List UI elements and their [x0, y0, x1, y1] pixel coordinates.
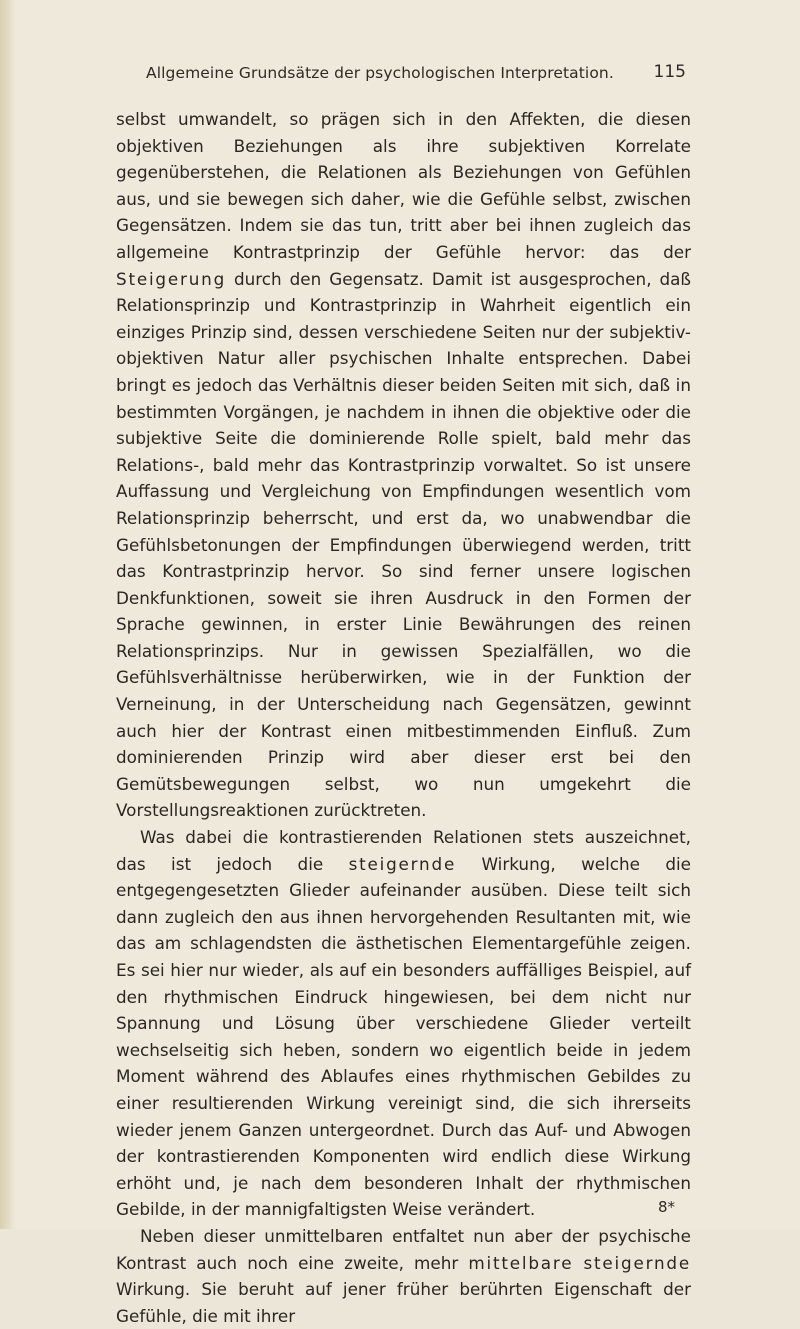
- body-text: [116, 106, 691, 1329]
- spaced-word-steigernde: steigernde: [348, 853, 457, 874]
- page-number: 115: [653, 62, 686, 82]
- paragraph-2-text-b: Wirkung, welche die entgegengesetzten Glieder aufeinander ausüben. Diese teilt sich dann zugleich den aus ihnen hervorgehenden Resultanten mit, wie das am schlagendsten die ästhetischen Elementargefühle zeigen. Es sei hier nur wieder, als auf ein besonders auffälliges Beispiel, auf den rhythmischen Eindruck hingewiesen, bei dem nicht nur Spannung und Lösung über verschiedene Glieder verteilt wechselseitig sich heben, sondern wo eigentlich beide in jedem Moment während des Ablaufes eines rhythmischen Gebildes zu einer resultierenden Wirkung vereinigt sind, die sich ihrerseits wieder jenem Ganzen untergeordnet. Durch das Auf- und Abwogen der kontrastierenden Komponenten wird endlich diese Wirkung erhöht und, je nach dem besonderen Inhalt der rhythmischen Gebilde, in der mannigfaltigsten Weise verändert.: [116, 853, 691, 1220]
- page-header: [146, 56, 686, 96]
- signature-mark: 8*: [658, 1198, 676, 1216]
- paragraph-2: [116, 824, 691, 1223]
- page-binding-shadow: [0, 0, 16, 1229]
- spaced-word-steigerung: Steigerung: [116, 268, 227, 289]
- running-head: Allgemeine Grundsätze der psychologischen Interpretation.: [146, 64, 614, 82]
- spaced-word-mittelbare: mittelbare: [468, 1252, 574, 1273]
- paragraph-1-text-b: durch den Gegensatz. Damit ist ausgesprochen, daß Relationsprinzip und Kontrastprinzip in Wahrheit eigentlich ein einziges Prinzip sind, dessen verschiedene Seiten nur der subjektiv-objektiven Natur aller psychischen Inhalte entsprechen. Dabei bringt es jedoch das Verhältnis dieser beiden Seiten mit sich, daß in bestimmten Vorgängen, je nachdem in ihnen die objektive oder die subjektive Seite die dominierende Rolle spielt, bald mehr das Relations-, bald mehr das Kontrastprinzip vorwaltet. So ist unsere Auffassung und Vergleichung von Empfindungen wesentlich vom Relationsprinzip beherrscht, und erst da, wo unabwendbar die Gefühlsbetonungen der Empfindungen überwiegend werden, tritt das Kontrastprinzip hervor. So sind ferner unsere logischen Denkfunktionen, soweit sie ihren Ausdruck in den Formen der Sprache gewinnen, in erster Linie Bewährungen des reinen Relationsprinzips. Nur in gewissen Spezialfällen, wo die Gefühlsverhältnisse herüberwirken, wie in der Funktion der Verneinung, in der Unterscheidung nach Gegensätzen, gewinnt auch hier der Kontrast einen mitbestimmenden Einfluß. Zum dominierenden Prinzip wird aber dieser erst bei den Gemütsbewegungen selbst, wo nun umgekehrt die Vorstellungsreaktionen zurücktreten.: [116, 268, 691, 821]
- paragraph-3-text-a: Neben dieser unmittelbaren entfaltet nun aber der psychische Kontrast auch noch eine zweite, mehr: [116, 1225, 691, 1273]
- paragraph-3-space: [573, 1253, 583, 1273]
- paragraph-1-text-a: selbst umwandelt, so prägen sich in den Affekten, die diesen objektiven Beziehungen als ihre subjektiven Korrelate gegenüberstehen, die Relationen als Beziehungen von Gefühlen aus, und sie bewegen sich daher, wie die Gefühle selbst, zwischen Gegensätzen. Indem sie das tun, tritt aber bei ihnen zugleich das allgemeine Kontrastprinzip der Gefühle hervor: das der: [116, 109, 691, 262]
- spaced-word-steigernde-2: steigernde: [583, 1252, 691, 1273]
- paragraph-3-text-b: Wirkung. Sie beruht auf jener früher berührten Eigenschaft der Gefühle, die mit ihrer: [116, 1279, 691, 1326]
- paragraph-2-text-a: Was dabei die kontrastierenden Relationen stets auszeichnet, das ist jedoch die: [116, 827, 691, 874]
- paragraph-3: [116, 1223, 691, 1329]
- paragraph-1: [116, 106, 691, 824]
